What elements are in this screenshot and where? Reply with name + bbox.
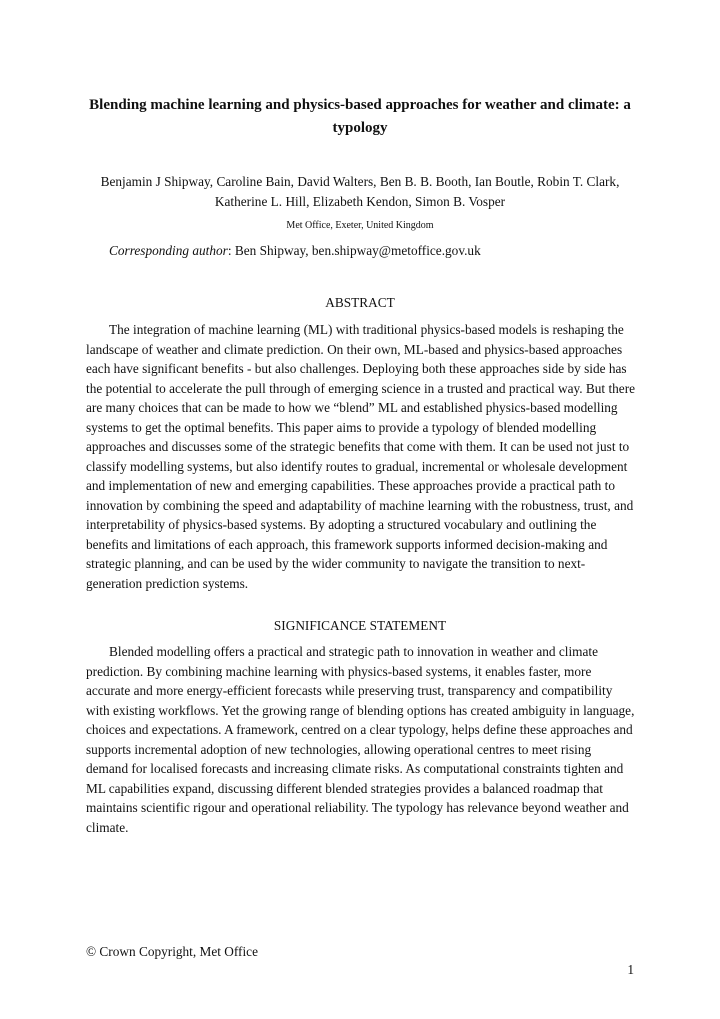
significance-heading: SIGNIFICANCE STATEMENT [273,618,447,633]
corresponding-author [109,241,649,260]
author-list: Benjamin J Shipway, Caroline Bain, David Walters, Ben B. B. Booth, Ian Boutle, Robin T. Clark, Katherine L. Hill, Elizabeth Kendon, Simon B. Vosper [100,174,620,209]
copyright-notice: © Crown Copyright, Met Office [86,944,258,959]
abstract-heading: ABSTRACT [325,295,395,310]
paper-title: Blending machine learning and physics-based approaches for weather and climate: a typology [89,97,631,136]
abstract-body: The integration of machine learning (ML) with traditional physics-based models is reshaping the landscape of weather and climate prediction. On their own, ML-based and physics-based approaches each have significant benefits - but also challenges. Deploying both these approaches side by side has the potential to accelerate the pull through of emerging science in a trusted and practical way. But there are many choices that can be made to how we “blend” ML and established physics-based modelling systems to get the optimal benefits. This paper aims to provide a typology of blended modelling approaches and discusses some of the strategic benefits that come with them. It can be used not just to classify modelling systems, but also identify routes to gradual, incremental or wholesale development and implementation of new and emerging capabilities. These approaches provide a practical path to innovation by combining the speed and adaptability of machine learning with the robustness, trust, and interpretability of physics-based systems. By adopting a structured vocabulary and outlining the benefits and limitations of each approach, this framework supports informed decision-making and strategic planning, and can be used by the wider community to navigate the transition to next-generation prediction systems. [86,322,636,591]
corresponding-author-label: Corresponding author [109,243,228,258]
significance-body: Blended modelling offers a practical and strategic path to innovation in weather and climate prediction. By combining machine learning with physics-based systems, it enables faster, more accurate and more energy-efficient forecasts while preserving trust, transparency and compatibility with existing workflows. Yet the growing range of blending options has created ambiguity in language, choices and expectations. A framework, centred on a clear typology, helps define these approaches and supports incremental adoption of new technologies, allowing operational centres to meet rising demand for localised forecasts and increasing climate risks. As computational constraints tighten and ML capabilities expand, discussing different blended strategies provides a balanced roadmap that maintains scientific rigour and operational reliability. The typology has relevance beyond weather and climate. [86,644,635,835]
affiliation: Met Office, Exeter, United Kingdom [286,220,434,231]
corresponding-author-contact: : Ben Shipway, ben.shipway@metoffice.gov.uk [227,243,481,258]
page-number: 1 [627,962,634,977]
